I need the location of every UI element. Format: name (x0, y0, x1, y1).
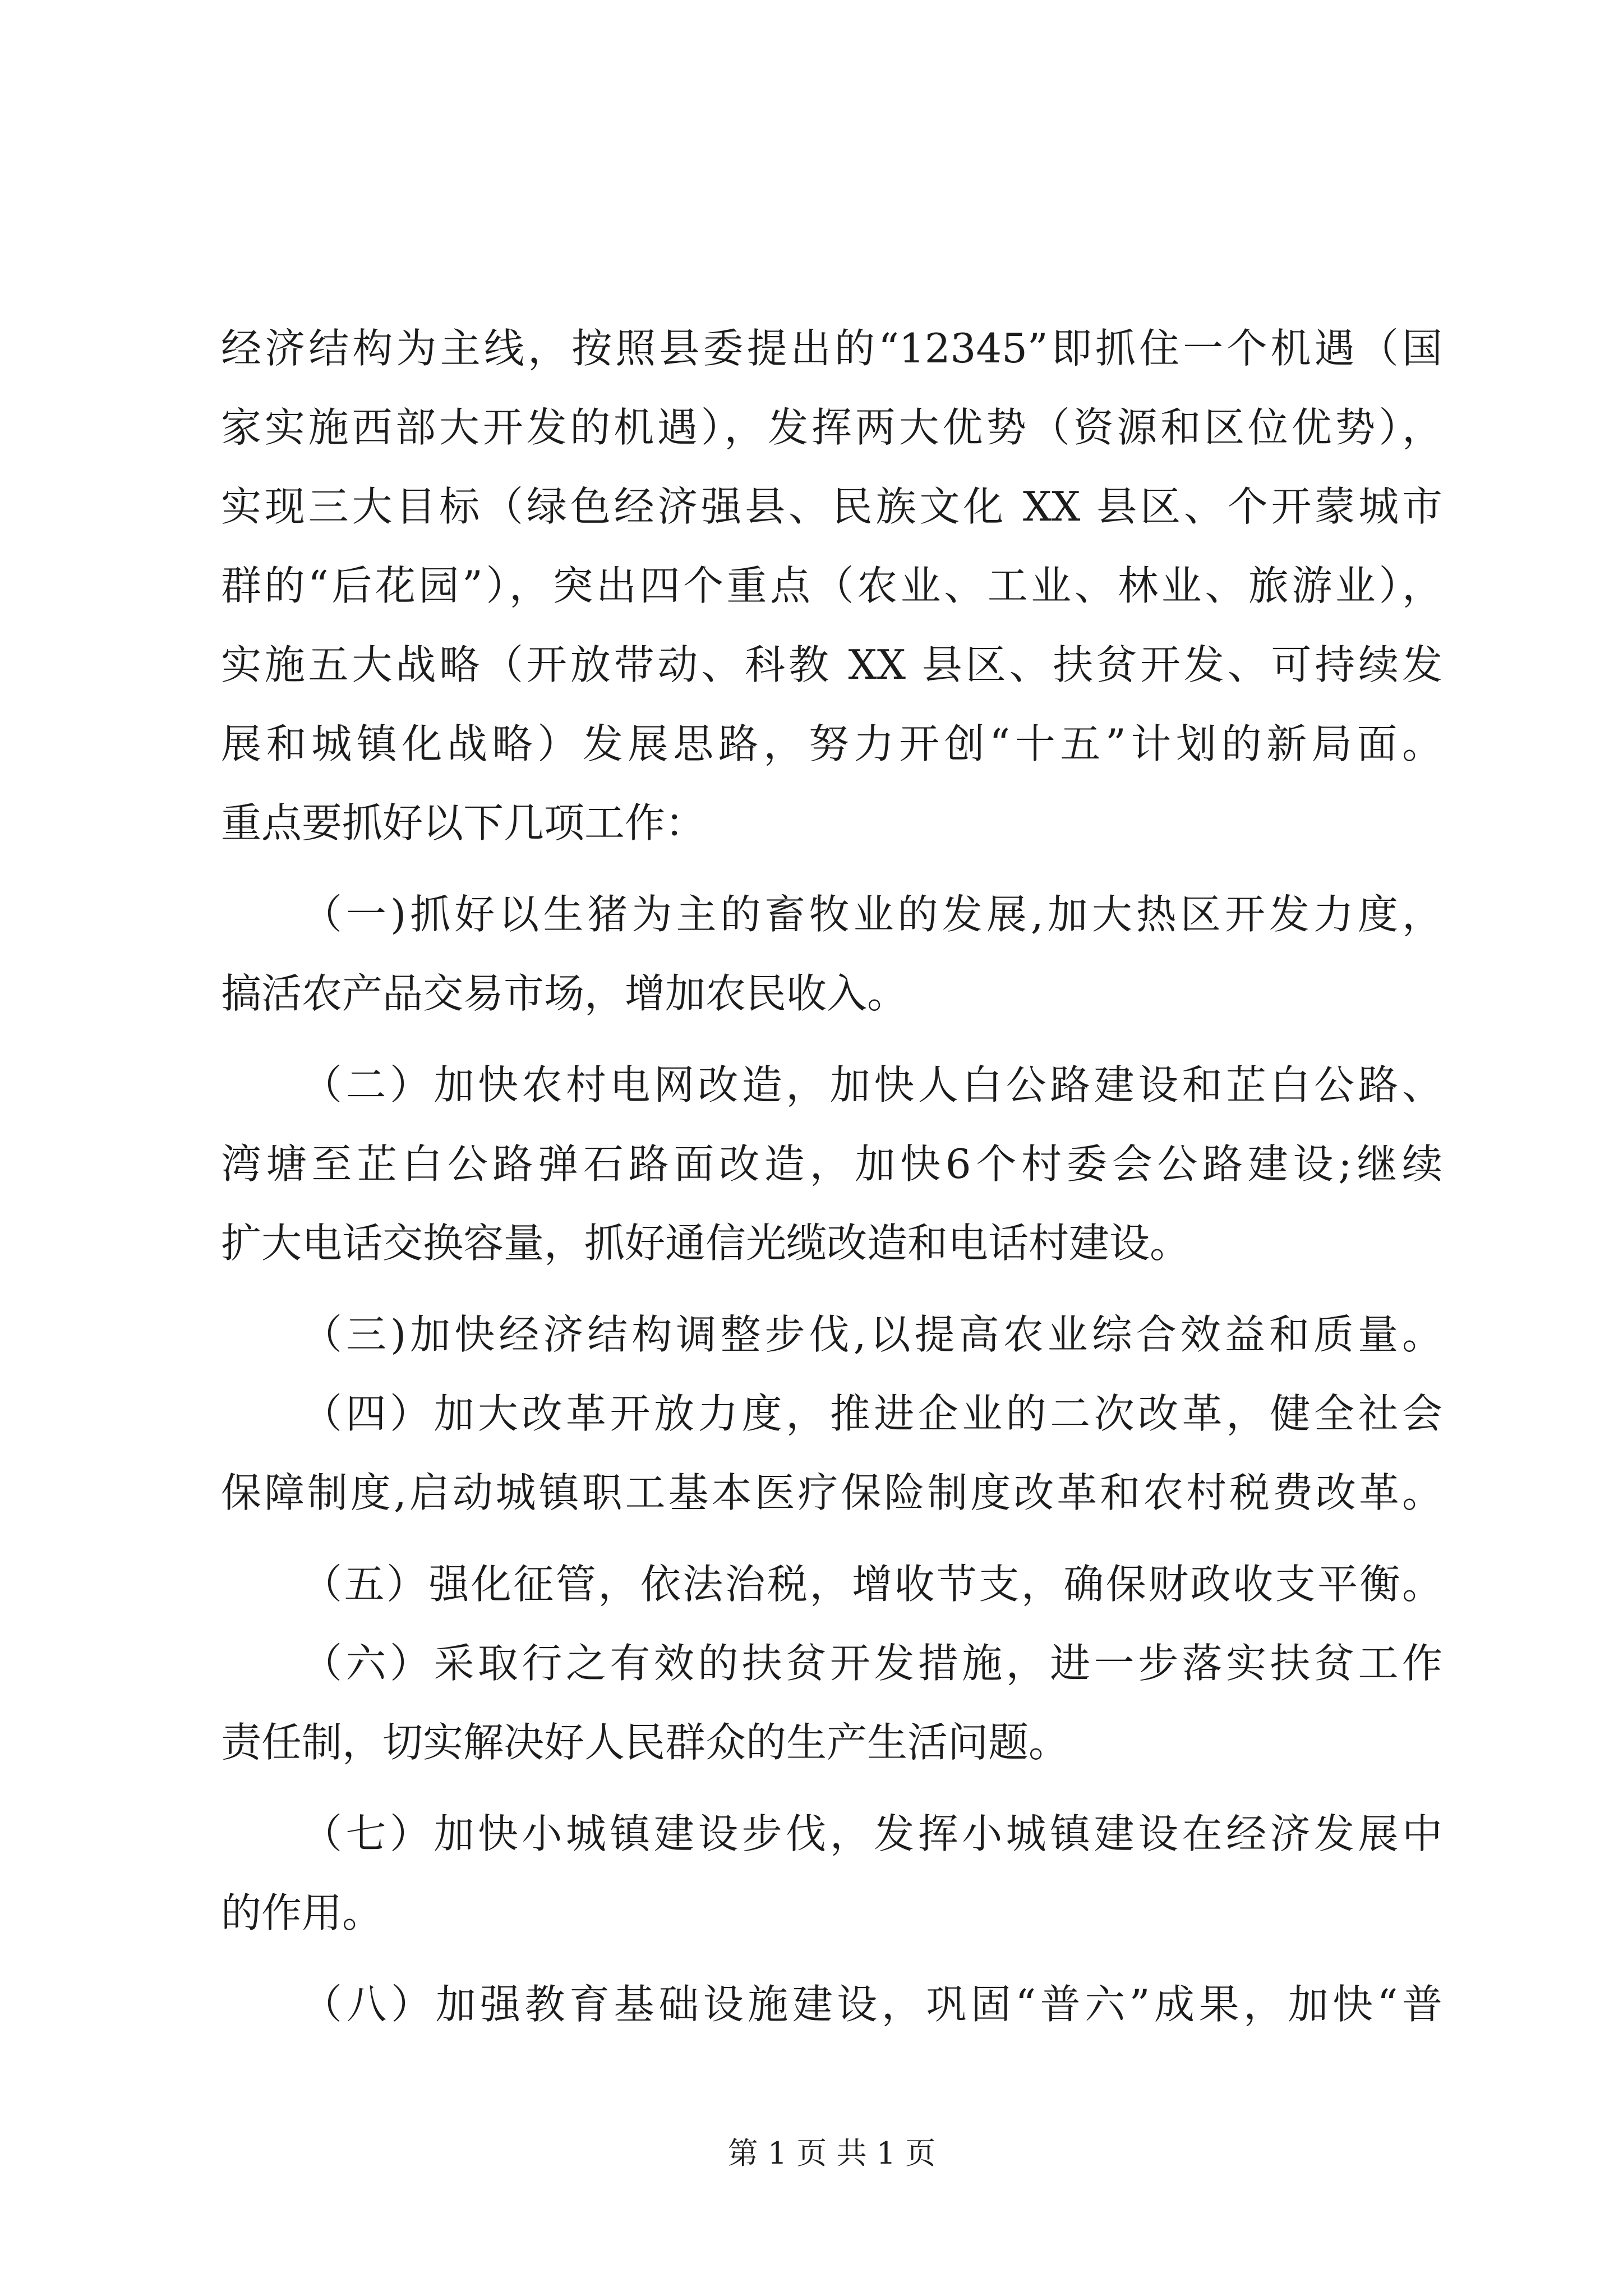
page-number-label: 第 1 页 共 1 页 (727, 2136, 936, 2171)
text-line: （五）强化征管，依法治税，增收节支，确保财政收支平衡。 (302, 1561, 1442, 1608)
paragraph-item-3 (221, 1295, 1442, 1374)
text-line: 实施五大战略（开放带动、科教 XX 县区、扶贫开发、可持续发 (221, 641, 1442, 688)
text-line: （八）加强教育基础设施建设，巩固“普六”成果，加快“普 (302, 1981, 1442, 2028)
text-line: 搞活农产品交易市场，增加农民收入。 (221, 970, 908, 1017)
paragraph-item-7 (221, 1795, 1442, 1953)
paragraph-item-4 (221, 1374, 1442, 1533)
text-line: （四）加大改革开放力度，推进企业的二次改革，健全社会 (302, 1390, 1442, 1437)
text-line: 展和城镇化战略）发展思路，努力开创“十五”计划的新局面。 (221, 720, 1442, 767)
page-footer (221, 2134, 1442, 2173)
text-line: 家实施西部大开发的机遇），发挥两大优势（资源和区位优势）， (221, 404, 1442, 451)
text-line: （二）加快农村电网改造，加快人白公路建设和芷白公路、 (302, 1061, 1442, 1108)
text-line: （七）加快小城镇建设步伐，发挥小城镇建设在经济发展中 (302, 1810, 1442, 1857)
text-line: （三)加快经济结构调整步伐,以提高农业综合效益和质量。 (302, 1311, 1442, 1358)
paragraph-item-2 (221, 1046, 1442, 1283)
paragraph-item-6 (221, 1624, 1442, 1782)
paragraph-intro (221, 309, 1442, 863)
text-line: 群的“后花园”），突出四个重点（农业、工业、林业、旅游业）， (221, 562, 1442, 609)
text-line: （一)抓好以生猪为主的畜牧业的发展,加大热区开发力度， (302, 891, 1442, 938)
text-line: 经济结构为主线，按照县委提出的“12345”即抓住一个机遇（国 (221, 325, 1442, 372)
paragraph-item-5 (221, 1545, 1442, 1624)
text-line: 实现三大目标（绿色经济强县、民族文化 XX 县区、个开蒙城市 (221, 483, 1442, 530)
text-line: 湾塘至芷白公路弹石路面改造，加快6个村委会公路建设;继续 (221, 1140, 1442, 1188)
text-line: 责任制，切实解决好人民群众的生产生活问题。 (221, 1719, 1069, 1766)
paragraph-item-8 (221, 1965, 1442, 2044)
document-body (221, 309, 1442, 2044)
text-line: （六）采取行之有效的扶贫开发措施，进一步落实扶贫工作 (302, 1640, 1442, 1687)
text-line: 扩大电话交换容量，抓好通信光缆改造和电话村建设。 (221, 1220, 1191, 1267)
text-line: 的作用。 (221, 1889, 383, 1936)
text-line: 保障制度,启动城镇职工基本医疗保险制度改革和农村税费改革。 (221, 1469, 1442, 1516)
text-line: 重点要抓好以下几项工作： (221, 799, 706, 846)
paragraph-item-1 (221, 875, 1442, 1033)
